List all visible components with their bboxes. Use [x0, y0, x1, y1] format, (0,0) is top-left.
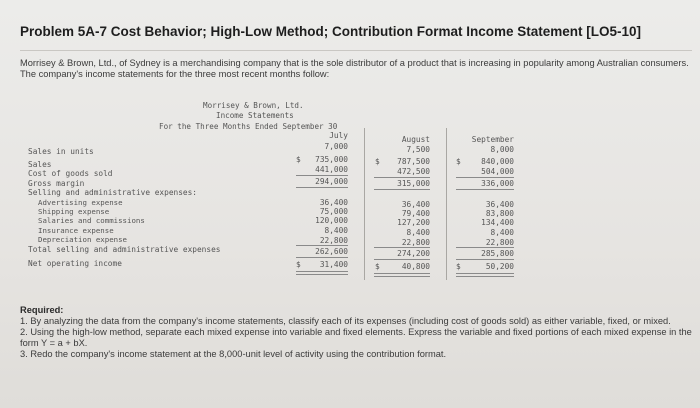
total-double-underline: [456, 273, 514, 277]
cell-insurance-july: 8,400: [324, 226, 348, 235]
subtotal-underline: [374, 177, 430, 178]
cell-net-august: 40,800: [401, 262, 430, 271]
required-section: [20, 305, 696, 360]
row-label-advertising: Advertising expense: [38, 198, 123, 207]
column-separator: [364, 128, 365, 280]
total-double-underline: [374, 273, 430, 277]
cell-depreciation-august: 22,800: [401, 238, 430, 247]
cell-gross-august: 315,000: [397, 179, 430, 188]
row-label-insurance: Insurance expense: [38, 226, 114, 235]
cell-salaries-august: 127,200: [397, 218, 430, 227]
cell-salaries-september: 134,400: [481, 218, 514, 227]
cell-net-september: 50,200: [485, 262, 514, 271]
cell-insurance-september: 8,400: [490, 228, 514, 237]
subtotal-underline: [456, 177, 514, 178]
cell-advertising-august: 36,400: [401, 200, 430, 209]
cell-sales-july: 735,000: [315, 155, 348, 164]
cell-advertising-september: 36,400: [485, 200, 514, 209]
cell-cogs-september: 504,000: [481, 167, 514, 176]
cell-cogs-july: 441,000: [315, 165, 348, 174]
cell-shipping-september: 83,800: [485, 209, 514, 218]
cell-total-september: 285,800: [481, 249, 514, 258]
required-item-2: 2. Using the high-low method, separate each mixed expense into variable and fixed elements. Express the variable and fixed portions of each mixed expense in the form Y = a + bX.: [20, 327, 692, 348]
row-label-cogs: Cost of goods sold: [28, 169, 113, 178]
cell-gross-september: 336,000: [481, 179, 514, 188]
month-header-july: July: [329, 131, 348, 140]
cell-total-august: 274,200: [397, 249, 430, 258]
cell-salaries-july: 120,000: [315, 216, 348, 225]
cell-units-august: 7,500: [406, 145, 430, 154]
row-label-net-operating-income: Net operating income: [28, 259, 122, 268]
month-header-september: September: [471, 135, 514, 144]
cell-gross-july: 294,000: [315, 177, 348, 186]
subtotal-underline: [296, 175, 348, 176]
row-label-gross-margin: Gross margin: [28, 179, 85, 188]
currency-sign: $: [375, 157, 380, 166]
problem-title: Problem 5A-7 Cost Behavior; High-Low Method; Contribution Format Income Statement [LO5-10]: [20, 24, 642, 39]
subtotal-underline: [296, 187, 348, 188]
required-heading: Required:: [20, 305, 64, 315]
statement-subtitle: Income Statements: [216, 111, 294, 120]
subtotal-underline: [374, 189, 430, 190]
subtotal-underline: [456, 259, 514, 260]
column-separator: [446, 128, 447, 280]
required-item-1: 1. By analyzing the data from the company's income statements, classify each of its expenses (including cost of goods sold) as either variable, fixed, or mixed.: [20, 316, 671, 326]
title-divider: [20, 50, 692, 51]
row-label-total-selling-admin: Total selling and administrative expenses: [28, 245, 221, 254]
cell-depreciation-july: 22,800: [319, 236, 348, 245]
currency-sign: $: [375, 262, 380, 271]
currency-sign: $: [456, 157, 461, 166]
subtotal-underline: [296, 257, 348, 258]
cell-shipping-august: 79,400: [401, 209, 430, 218]
cell-sales-september: 840,000: [481, 157, 514, 166]
month-header-august: August: [401, 135, 430, 144]
cell-cogs-august: 472,500: [397, 167, 430, 176]
subtotal-underline: [374, 247, 430, 248]
row-label-salaries: Salaries and commissions: [38, 216, 145, 225]
subtotal-underline: [456, 189, 514, 190]
problem-intro: Morrisey & Brown, Ltd., of Sydney is a merchandising company that is the sole distributor of a product that is increasing in popularity among Australian consumers. The company's income statements for the three most recent months follow:: [20, 58, 689, 79]
statement-company: Morrisey & Brown, Ltd.: [203, 101, 304, 110]
currency-sign: $: [456, 262, 461, 271]
row-label-selling-admin: Selling and administrative expenses:: [28, 188, 197, 197]
cell-sales-august: 787,500: [397, 157, 430, 166]
cell-net-july: 31,400: [319, 260, 348, 269]
row-label-sales: Sales: [28, 160, 52, 169]
currency-sign: $: [296, 260, 301, 269]
cell-total-july: 262,600: [315, 247, 348, 256]
cell-depreciation-september: 22,800: [485, 238, 514, 247]
subtotal-underline: [374, 259, 430, 260]
statement-period: For the Three Months Ended September 30: [159, 122, 338, 131]
cell-insurance-august: 8,400: [406, 228, 430, 237]
row-label-units: Sales in units: [28, 147, 94, 156]
cell-shipping-july: 75,000: [319, 207, 348, 216]
row-label-shipping: Shipping expense: [38, 207, 110, 216]
cell-advertising-july: 36,400: [319, 198, 348, 207]
total-double-underline: [296, 271, 348, 275]
cell-units-july: 7,000: [324, 142, 348, 151]
row-label-depreciation: Depreciation expense: [38, 235, 127, 244]
required-item-3: 3. Redo the company's income statement at the 8,000-unit level of activity using the contribution format.: [20, 349, 447, 359]
cell-units-september: 8,000: [490, 145, 514, 154]
subtotal-underline: [456, 247, 514, 248]
currency-sign: $: [296, 155, 301, 164]
subtotal-underline: [296, 245, 348, 246]
